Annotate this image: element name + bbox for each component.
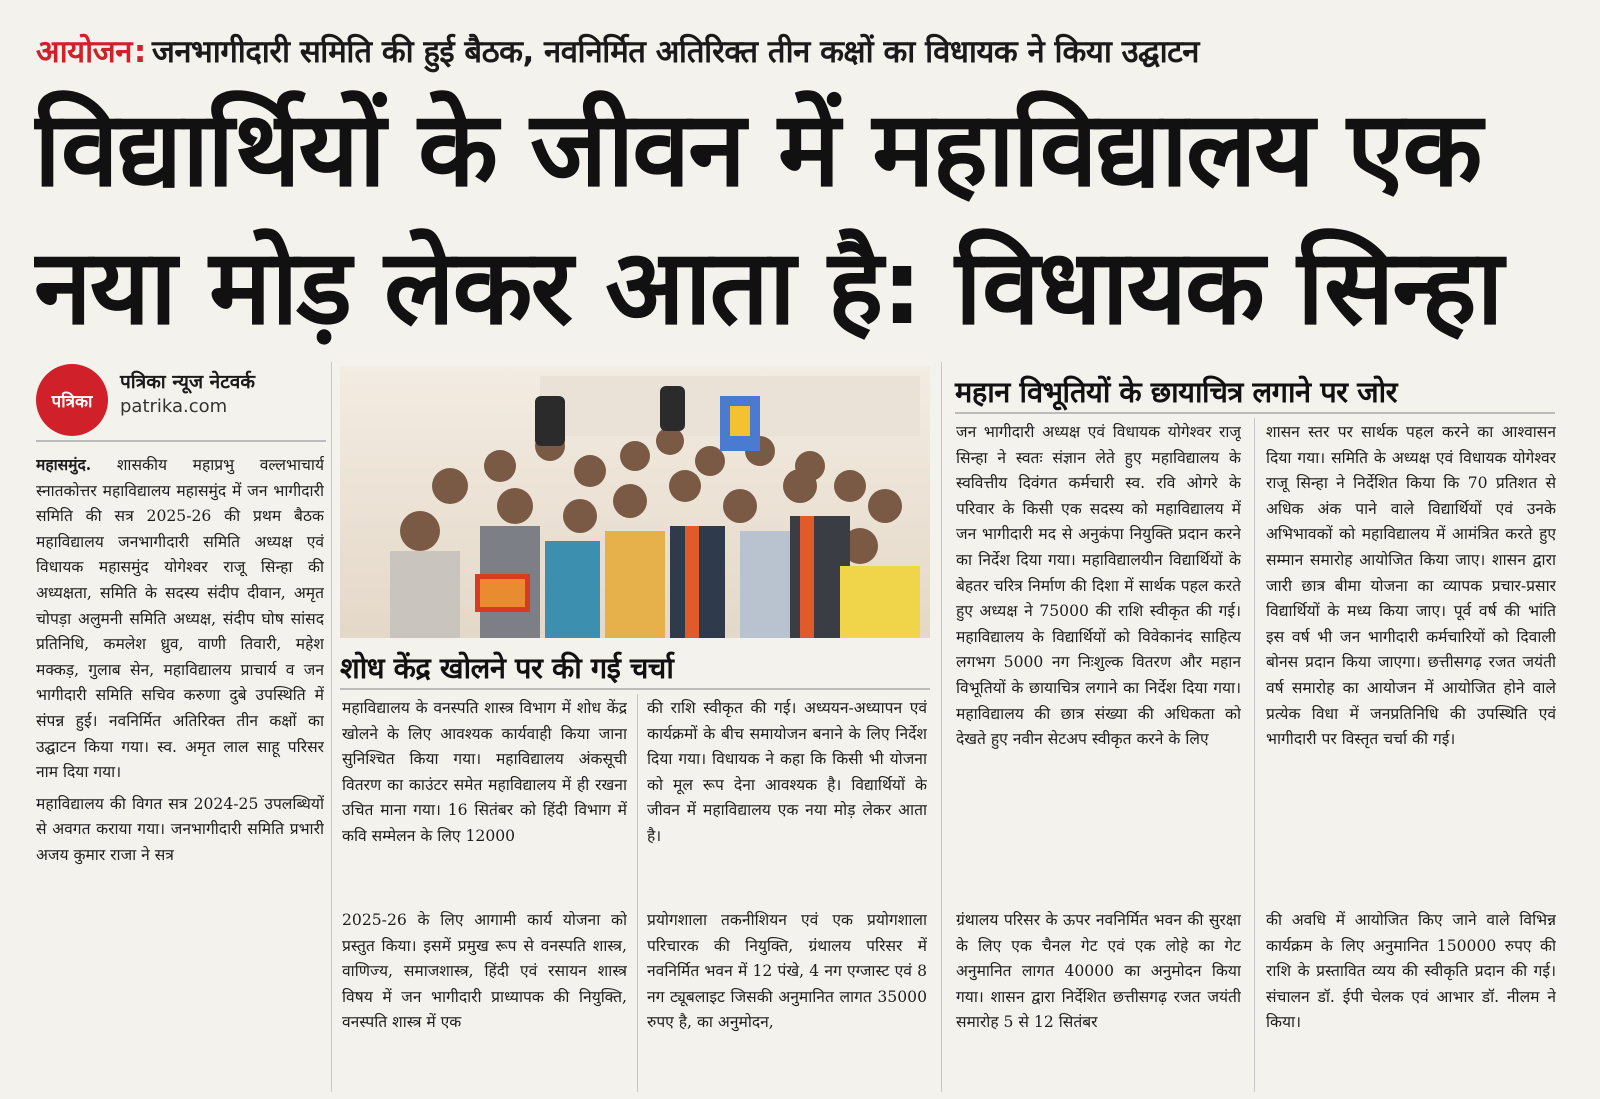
- right-col-c-top: [956, 420, 1241, 880]
- right-col-c-bottom: [956, 908, 1241, 1088]
- headline-line-1: विद्यार्थियों के जीवन में महाविद्यालय एक: [34, 88, 1481, 210]
- column-divider-3: [941, 362, 942, 1092]
- patrika-logo: पत्रिका: [36, 364, 108, 436]
- right-col-c-bottom-text: ग्रंथालय परिसर के ऊपर नवनिर्मित भवन की सुरक्षा के लिए एक चैनल गेट एवं एक लोहे का गेट अनुमानित लागत 40000 का अनुमोदन किया गया। शासन द्वारा निर्देशित छत्तीसगढ़ रजत जयंती समारोह 5 से 12 सितंबर: [956, 911, 1241, 1032]
- right-col-d-top-text: शासन स्तर पर सार्थक पहल करने का आश्वासन दिया गया। समिति के अध्यक्ष एवं विधायक योगेश्वर राजू सिन्हा ने निर्देशित किया कि 70 प्रतिशत से अधिक अंक पाने वाले विद्यार्थियों एवं उनके अभिभावकों को महाविद्यालय में आमंत्रित करते हुए सम्मान समारोह आयोजित किया जाए। शासन द्वारा जारी छात्र बीमा योजना का व्यापक प्रचार-प्रसार विद्यार्थियों के मध्य किया जाए। पूर्व वर्ष की भांति इस वर्ष भी जन भागीदारी कर्मचारियों को दिवाली बोनस प्रदान किया जाएगा। छत्तीसगढ़ रजत जयंती वर्ष समारोह का आयोजन में आयोजित होने वाले प्रत्येक विधा में जनप्रतिनिधि की उपस्थिति एवं भागीदारी पर विस्तृत चर्चा की गई।: [1266, 423, 1556, 749]
- byline-site: patrika.com: [120, 396, 228, 417]
- middle-col-b-bottom-text: प्रयोगशाला तकनीशियन एवं एक प्रयोगशाला परिचारक की नियुक्ति, ग्रंथालय परिसर में नवनिर्मित भवन में 12 पंखे, 4 नग एग्जास्ट एवं 8 नग ट्यूबलाइट जिसकी अनुमानित लागत 35000 रुपए है, का अनुमोदन,: [647, 911, 927, 1032]
- right-col-d-top: [1266, 420, 1556, 880]
- headline-line-2: नया मोड़ लेकर आता है: विधायक सिन्हा: [34, 226, 1502, 348]
- group-photo-illustration: [340, 366, 930, 638]
- middle-col-a-top-text: महाविद्यालय के वनस्पति शास्त्र विभाग में शोध केंद्र खोलने के लिए आवश्यक कार्यवाही किया जाना सुनिश्चित किया गया। महाविद्यालय अंकसूची वितरण का काउंटर समेत महाविद्यालय में ही रखना उचित माना गया। 16 सितंबर को हिंदी विभाग में कवि सम्मेलन के लिए 12000: [342, 699, 627, 845]
- column-divider-4: [1254, 418, 1255, 1092]
- middle-subhead: शोध केंद्र खोलने पर की गई चर्चा: [340, 651, 674, 685]
- middle-subhead-rule: [340, 688, 930, 690]
- right-col-d-bottom-text: की अवधि में आयोजित किए जाने वाले विभिन्न कार्यक्रम के लिए अनुमानित 150000 रुपए की राशि के प्रस्तावित व्यय की स्वीकृति प्रदान की गई। संचालन डॉ. ईपी चेलक एवं आभार डॉ. नीलम ने किया।: [1266, 911, 1556, 1032]
- kicker-line: [36, 30, 1556, 72]
- byline-divider: [36, 440, 326, 442]
- byline: [36, 362, 326, 432]
- middle-col-b-top: [647, 696, 927, 886]
- left-column: [36, 452, 324, 1088]
- byline-network: पत्रिका न्यूज नेटवर्क: [120, 371, 255, 393]
- column-divider-1: [331, 362, 332, 1092]
- middle-col-b-top-text: की राशि स्वीकृत की गई। अध्ययन-अध्यापन एवं कार्यक्रमों के बीच समायोजन बनाने के लिए निर्देश दिया गया। विधायक ने कहा कि किसी भी योजना को मूल रूप देना आवश्यक है। विद्यार्थियों के जीवन में महाविद्यालय एक नया मोड़ लेकर आता है।: [647, 699, 927, 845]
- group-photo: [340, 366, 930, 638]
- column-divider-2: [637, 694, 638, 1092]
- kicker-separator: :: [133, 34, 146, 70]
- middle-col-b-bottom: [647, 908, 927, 1088]
- headline: [34, 80, 1554, 356]
- middle-col-a-bottom-text: 2025-26 के लिए आगामी कार्य योजना को प्रस्तुत किया। इसमें प्रमुख रूप से वनस्पति शास्त्र, वाणिज्य, समाजशास्त्र, हिंदी एवं रसायन शास्त्र विषय में जन भागीदारी प्राध्यापक की नियुक्ति, वनस्पति शास्त्र में एक: [342, 911, 627, 1032]
- middle-col-a-top: [342, 696, 627, 886]
- right-col-c-top-text: जन भागीदारी अध्यक्ष एवं विधायक योगेश्वर राजू सिन्हा ने स्वतः संज्ञान लेते हुए महाविद्यालय के स्ववित्तीय दिवंगत कर्मचारी स्व. रवि ओगरे के परिवार के किसी एक सदस्य को महाविद्यालय में जन भागीदारी मद से अनुकंपा नियुक्ति प्रदान करने का निर्देश दिया गया। महाविद्यालयीन विद्यार्थियों के बेहतर चरित्र निर्माण की दिशा में सार्थक पहल करते हुए अध्यक्ष ने 75000 की राशि स्वीकृत की गई। महाविद्यालय के विद्यार्थियों को विवेकानंद साहित्य लगभग 5000 नग निःशुल्क वितरण और महान विभूतियों के छायाचित्र लगाने का निर्देश दिया गया। महाविद्यालय की छात्र संख्या की अधिकता को देखते हुए नवीन सेटअप स्वीकृत करने के लिए: [956, 423, 1241, 749]
- right-col-d-bottom: [1266, 908, 1556, 1088]
- kicker-text: जनभागीदारी समिति की हुई बैठक, नवनिर्मित अतिरिक्त तीन कक्षों का विधायक ने किया उद्घाटन: [151, 34, 1199, 70]
- left-paragraph-1-text: शासकीय महाप्रभु वल्लभाचार्य स्नातकोत्तर महाविद्यालय महासमुंद में जन भागीदारी समिति की सत्र 2025-26 की प्रथम बैठक महाविद्यालय जनभागीदारी समिति अध्यक्ष एवं विधायक महासमुंद योगेश्वर राजू सिन्हा की अध्यक्षता, समिति के सदस्य संदीप दीवान, अमृत चोपड़ा अलुमनी समिति अध्यक्ष, संदीप घोष सांसद प्रतिनिधि, कमलेश ध्रुव, वाणी तिवारी, महेश मक्कड़, गुलाब सेन, महाविद्यालय प्राचार्य व जन भागीदारी समिति सचिव करुणा दुबे उपस्थिति में संपन्न हुई। नवनिर्मित अतिरिक्त तीन कक्षों का उद्घाटन किया गया। स्व. अमृत लाल साहू परिसर नाम दिया गया।: [36, 456, 324, 782]
- left-paragraph-2: महाविद्यालय की विगत सत्र 2024-25 उपलब्धियों से अवगत कराया गया। जनभागीदारी समिति प्रभारी अजय कुमार राजा ने सत्र: [36, 794, 324, 864]
- dateline: महासमुंद.: [36, 455, 92, 474]
- left-paragraph-1: [36, 452, 324, 786]
- right-subhead: महान विभूतियों के छायाचित्र लगाने पर जोर: [955, 375, 1398, 409]
- kicker-label: आयोजन: [36, 34, 132, 70]
- right-subhead-rule: [955, 412, 1555, 414]
- middle-col-a-bottom: [342, 908, 627, 1088]
